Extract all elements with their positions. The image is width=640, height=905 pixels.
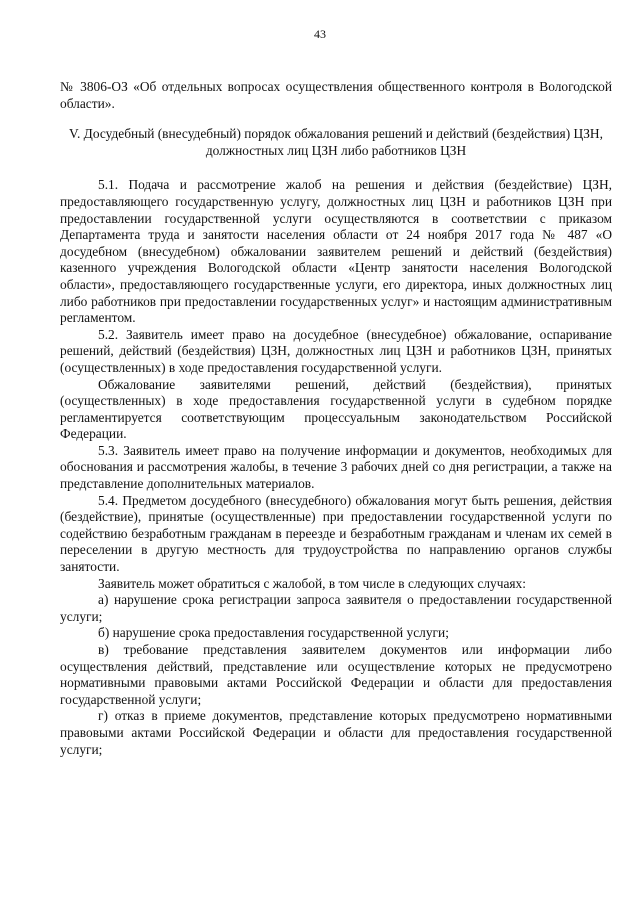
page-number: 43	[314, 27, 326, 41]
paragraph-5-4: 5.4. Предметом досудебного (внесудебного) обжалования могут быть решения, действия (бездействие), принятые (осуществленные) при предоставлении государственной услуги по содействию безработным гражданам в переезде и безработным гражданам и членам их семей в переселении в другую местность для трудоустройства по направлению органов службы занятости.	[60, 492, 612, 575]
paragraph-5-3: 5.3. Заявитель имеет право на получение информации и документов, необходимых для обоснования и рассмотрения жалобы, в течение 3 рабочих дней со дня регистрации, а также на представление дополнительных материалов.	[60, 442, 612, 492]
list-item-b: б) нарушение срока предоставления государственной услуги;	[98, 625, 449, 641]
list-item-a: а) нарушение срока регистрации запроса заявителя о предоставлении государственной услуги;	[60, 592, 612, 624]
document-body	[60, 79, 612, 758]
paragraph-5-2: 5.2. Заявитель имеет право на досудебное (внесудебное) обжалование, оспаривание решений, действий (бездействия) ЦЗН, должностных лиц ЦЗН и работников ЦЗН, принятых (осуществленных) в ходе предоставления государственной услуги.	[60, 326, 612, 375]
list-item-g: г) отказ в приеме документов, представление которых предусмотрено нормативными правовыми актами Российской Федерации и области для предоставления государственной услуги;	[60, 708, 612, 757]
paragraph-5-1: 5.1. Подача и рассмотрение жалоб на решения и действия (бездействие) ЦЗН, предоставляющего государственную услугу, должностных лиц ЦЗН и работников ЦЗН при предоставлении государственной услуги осуществляются в соответствии с приказом Департамента труда и занятости населения области от 24 ноября 2017 года № 487 «О досудебном (внесудебном) обжаловании заявителем решений и действий (бездействия) казенного учреждения Вологодской области «Центр занятости населения Вологодской области», предоставляющего государственные услуги, его директора, иных должностных лиц либо работников при предоставлении государственных услуг» и настоящим административным регламентом.	[60, 177, 612, 326]
section-heading: V. Досудебный (внесудебный) порядок обжалования решений и действий (бездействия) ЦЗН, должностных лиц ЦЗН либо работников ЦЗН	[69, 126, 603, 158]
paragraph-cases-intro: Заявитель может обратиться с жалобой, в том числе в следующих случаях:	[98, 575, 526, 591]
paragraph-appeal-court: Обжалование заявителями решений, действий (бездействия), принятых (осуществленных) в ходе предоставления государственной услуги в судебном порядке регламентируется соответствующим процессуальным законодательством Российской Федерации.	[60, 376, 612, 442]
lead-paragraph: № 3806-ОЗ «Об отдельных вопросах осуществления общественного контроля в Вологодской области».	[60, 79, 612, 111]
list-item-v: в) требование представления заявителем документов или информации либо осуществления действий, представление или осуществление которых не предусмотрено нормативными правовыми актами Российской Федерации и области для предоставления государственной услуги;	[60, 642, 612, 707]
